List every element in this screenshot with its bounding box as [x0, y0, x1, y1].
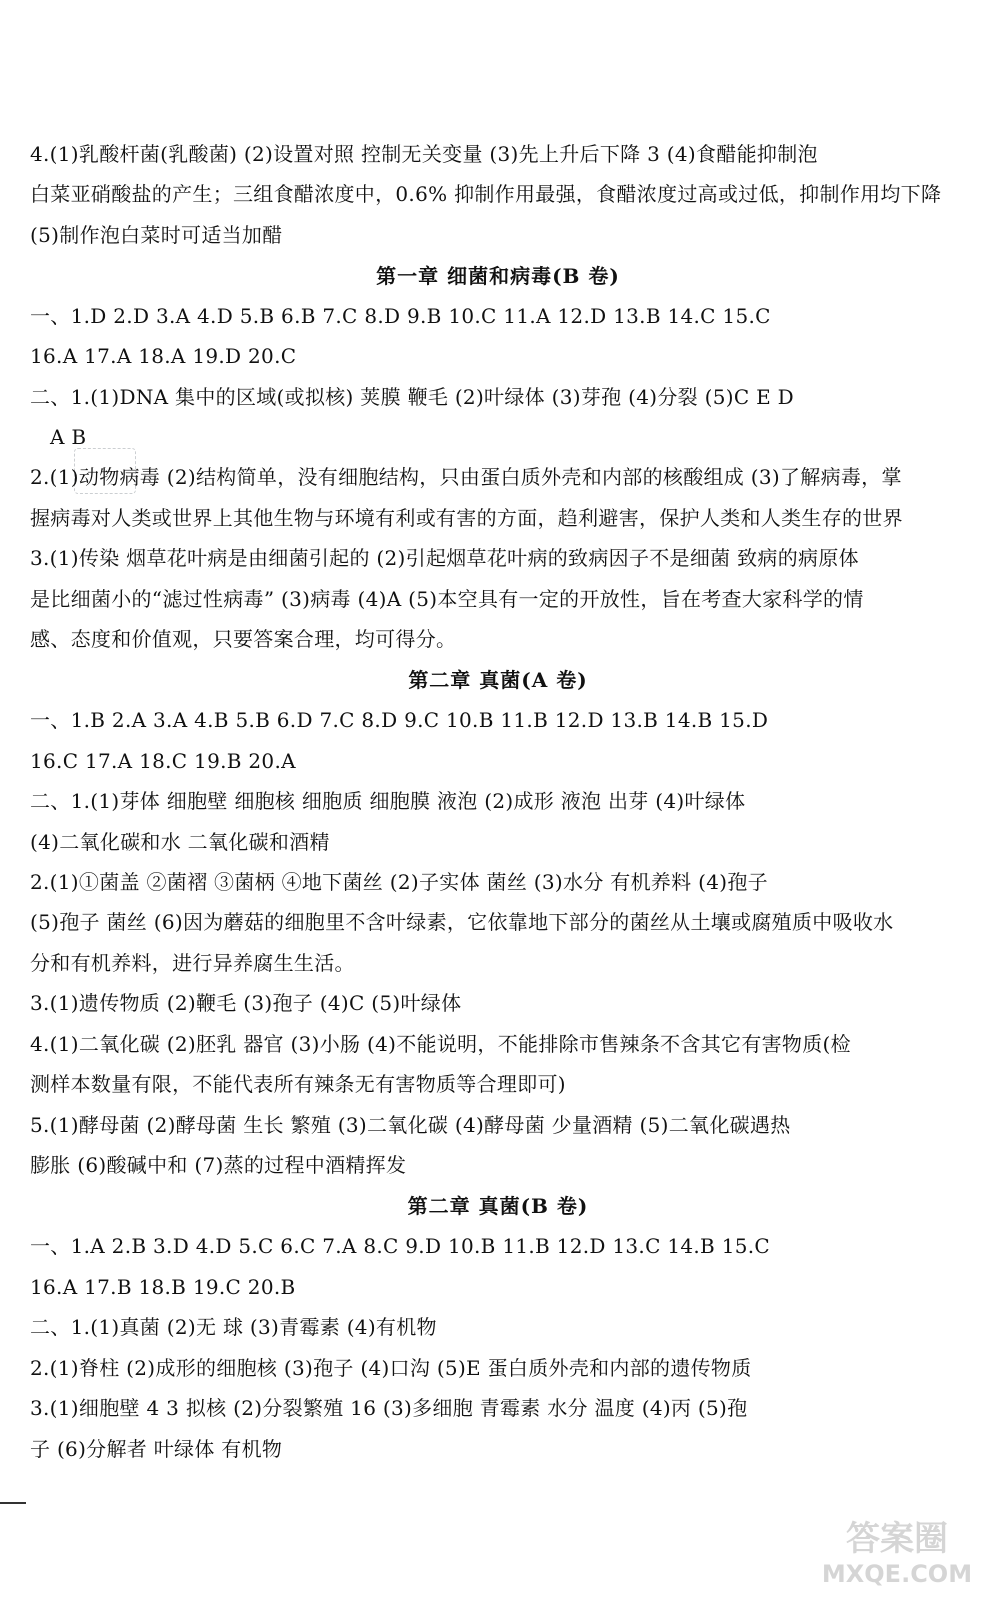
answer-line: 二、1.(1)芽体 细胞壁 细胞核 细胞质 细胞膜 液泡 (2)成形 液泡 出芽 (4)叶绿体	[30, 789, 746, 813]
answer-line: (5)孢子 菌丝 (6)因为蘑菇的细胞里不含叶绿素，它依靠地下部分的菌丝从土壤或腐殖质中吸收水	[30, 910, 894, 934]
page-edge-mark	[0, 1502, 26, 1504]
answer-line: 二、1.(1)DNA 集中的区域(或拟核) 荚膜 鞭毛 (2)叶绿体 (3)芽孢 (4)分裂 (5)C E D	[30, 385, 794, 409]
answer-line: 一、1.A 2.B 3.D 4.D 5.C 6.C 7.A 8.C 9.D 10.B 11.B 12.D 13.C 14.B 15.C	[30, 1234, 771, 1258]
answer-line: 3.(1)遗传物质 (2)鞭毛 (3)孢子 (4)C (5)叶绿体	[30, 991, 462, 1015]
answer-line: 二、1.(1)真菌 (2)无 球 (3)青霉素 (4)有机物	[30, 1315, 437, 1339]
watermark-text: 答案圈	[846, 1519, 948, 1559]
section-heading: 第一章 细菌和病毒(B 卷)	[376, 264, 620, 288]
answer-line: 感、态度和价值观，只要答案合理，均可得分。	[30, 627, 457, 651]
answer-line: 3.(1)细胞壁 4 3 拟核 (2)分裂繁殖 16 (3)多细胞 青霉素 水分 温度 (4)丙 (5)孢	[30, 1396, 748, 1420]
answer-line: 2.(1)脊柱 (2)成形的细胞核 (3)孢子 (4)口沟 (5)E 蛋白质外壳和内部的遗传物质	[30, 1356, 752, 1380]
section-heading: 第二章 真菌(B 卷)	[407, 1194, 589, 1218]
answer-line: 5.(1)酵母菌 (2)酵母菌 生长 繁殖 (3)二氧化碳 (4)酵母菌 少量酒精 (5)二氧化碳遇热	[30, 1113, 791, 1137]
answer-line: 分和有机养料，进行异养腐生生活。	[30, 951, 355, 975]
answer-line: 白菜亚硝酸盐的产生；三组食醋浓度中，0.6% 抑制作用最强，食醋浓度过高或过低，抑制作用均下降	[30, 182, 942, 206]
answer-line: 16.A 17.A 18.A 19.D 20.C	[30, 344, 297, 368]
answer-line: A B	[50, 425, 87, 449]
answer-line: 4.(1)乳酸杆菌(乳酸菌) (2)设置对照 控制无关变量 (3)先上升后下降 3 (4)食醋能抑制泡	[30, 142, 818, 166]
answer-line: (4)二氧化碳和水 二氧化碳和酒精	[30, 830, 330, 854]
watermark-url: MXQE.COM	[821, 1560, 973, 1588]
answer-line: 2.(1)动物病毒 (2)结构简单，没有细胞结构，只由蛋白质外壳和内部的核酸组成 (3)了解病毒，掌	[30, 465, 902, 489]
answer-line: 2.(1)①菌盖 ②菌褶 ③菌柄 ④地下菌丝 (2)子实体 菌丝 (3)水分 有机养料 (4)孢子	[30, 870, 768, 894]
answer-line: 一、1.B 2.A 3.A 4.B 5.B 6.D 7.C 8.D 9.C 10.B 11.B 12.D 13.B 14.B 15.D	[30, 708, 769, 732]
watermark-logo	[812, 1510, 982, 1590]
answer-line: 握病毒对人类或世界上其他生物与环境有利或有害的方面，趋利避害，保护人类和人类生存的世界	[30, 506, 903, 530]
answer-line: 膨胀 (6)酸碱中和 (7)蒸的过程中酒精挥发	[30, 1153, 407, 1177]
answer-line: 测样本数量有限，不能代表所有辣条无有害物质等合理即可)	[30, 1072, 566, 1096]
answer-line: 子 (6)分解者 叶绿体 有机物	[30, 1437, 283, 1461]
answer-line: (5)制作泡白菜时可适当加醋	[30, 223, 283, 247]
answer-line: 16.C 17.A 18.C 19.B 20.A	[30, 749, 296, 773]
answer-line: 一、1.D 2.D 3.A 4.D 5.B 6.B 7.C 8.D 9.B 10.C 11.A 12.D 13.B 14.C 15.C	[30, 304, 771, 328]
answer-line: 4.(1)二氧化碳 (2)胚乳 器官 (3)小肠 (4)不能说明，不能排除市售辣条不含其它有害物质(检	[30, 1032, 851, 1056]
answer-line: 16.A 17.B 18.B 19.C 20.B	[30, 1275, 296, 1299]
answer-line: 3.(1)传染 烟草花叶病是由细菌引起的 (2)引起烟草花叶病的致病因子不是细菌 致病的病原体	[30, 546, 859, 570]
section-heading: 第二章 真菌(A 卷)	[408, 668, 588, 692]
answer-line: 是比细菌小的“滤过性病毒” (3)病毒 (4)A (5)本空具有一定的开放性，旨在考查大家科学的情	[30, 587, 864, 611]
